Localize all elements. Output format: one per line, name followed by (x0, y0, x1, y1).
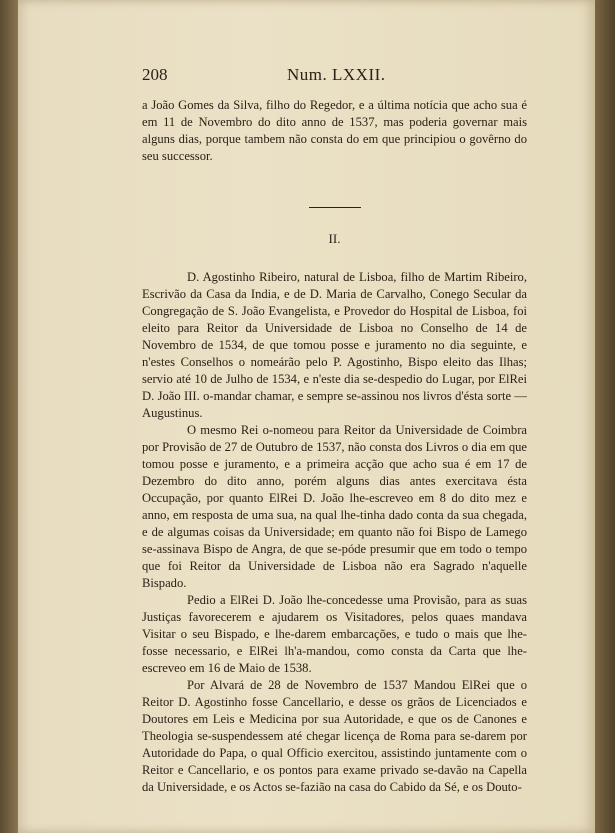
page-header (142, 66, 527, 83)
page-number: 208 (142, 65, 168, 84)
section-divider (309, 207, 361, 208)
paragraph-4: Por Alvará de 28 de Novembro de 1537 Mandou ElRei que o Reitor D. Agostinho fosse Cancellario, e desse os grãos de Licenciados e Doutores em Leis e Medicina por sua Autoridade, e que os de Canones e Theologia se-suspendessem até chegar licença de Roma para se-darem por Autoridade do Papa, o qual Officio exercitou, assistindo juntamente com o Reitor e Cancellario, e os pontos para exame privado se-davão na Capella da Universidade, e os Actos se-fazião na casa do Cabido da Sé, e os Douto- (142, 678, 527, 794)
section-number: II. (328, 231, 341, 246)
binding-edge (0, 0, 18, 833)
paragraph-2: O mesmo Rei o-nomeou para Reitor da Universidade de Coimbra por Provisão de 27 de Outubro de 1537, não consta dos Livros o dia em que tomou posse e juramento, e a primeira acção que acho sua é em 17 de Dezembro do dito anno, porém alguns dias antes exercitava ésta Occupação, por quanto ElRei D. João lhe-escreveo em 8 do dito mez e anno, em resposta de uma sua, na qual lhe-tinha dado conta da sua chegada, e de algumas coisas da Universidade; em quanto não foi Bispo de Lamego se-assinava Bispo de Angra, de que se-póde presumir que em todo o tempo que foi Reitor da Universidade de Lisboa não era Sagrado n'aquelle Bispado. (142, 423, 527, 590)
running-title: Num. LXXII. (287, 65, 386, 84)
facing-page-edge (595, 0, 615, 833)
intro-paragraph: a João Gomes da Silva, filho do Regedor, e a última notícia que acho sua é em 11 de Novembro do dito anno de 1537, mas poderia governar mais alguns dias, porque tambem não consta do em que principiou o govêrno do seu successor. (142, 98, 527, 163)
page-content (142, 66, 527, 796)
paragraph-3: Pedio a ElRei D. João lhe-concedesse uma Provisão, para as suas Justiças favorecerem e ajudarem os Visitadores, pelos quaes mandava Visitar o seu Bispado, e lhe-darem embarcações, e tudo o mais que lhe-fosse necessario, e ElRei lh'a-mandou, como consta da Carta que lhe-escreveo em 16 de Maio de 1538. (142, 593, 527, 675)
paragraph-1: D. Agostinho Ribeiro, natural de Lisboa, filho de Martim Ribeiro, Escrivão da Casa da India, e de D. Maria de Carvalho, Conego Secular da Congregação de S. João Evangelista, e Provedor do Hospital de Lisboa, foi eleito para Reitor da Universidade de Lisboa no Conselho de 14 de Novembro de 1534, de que tomou posse e juramento no dia seguinte, e n'estes Conselhos o nomeárão pelo P. Agostinho, Bispo eleito das Ilhas; servio até 10 de Julho de 1534, e n'este dia se-despedio do Lugar, por ElRei D. João III. o-mandar chamar, e sempre se-assinou nos livros d'ésta sorte — Augustinus. (142, 270, 527, 420)
